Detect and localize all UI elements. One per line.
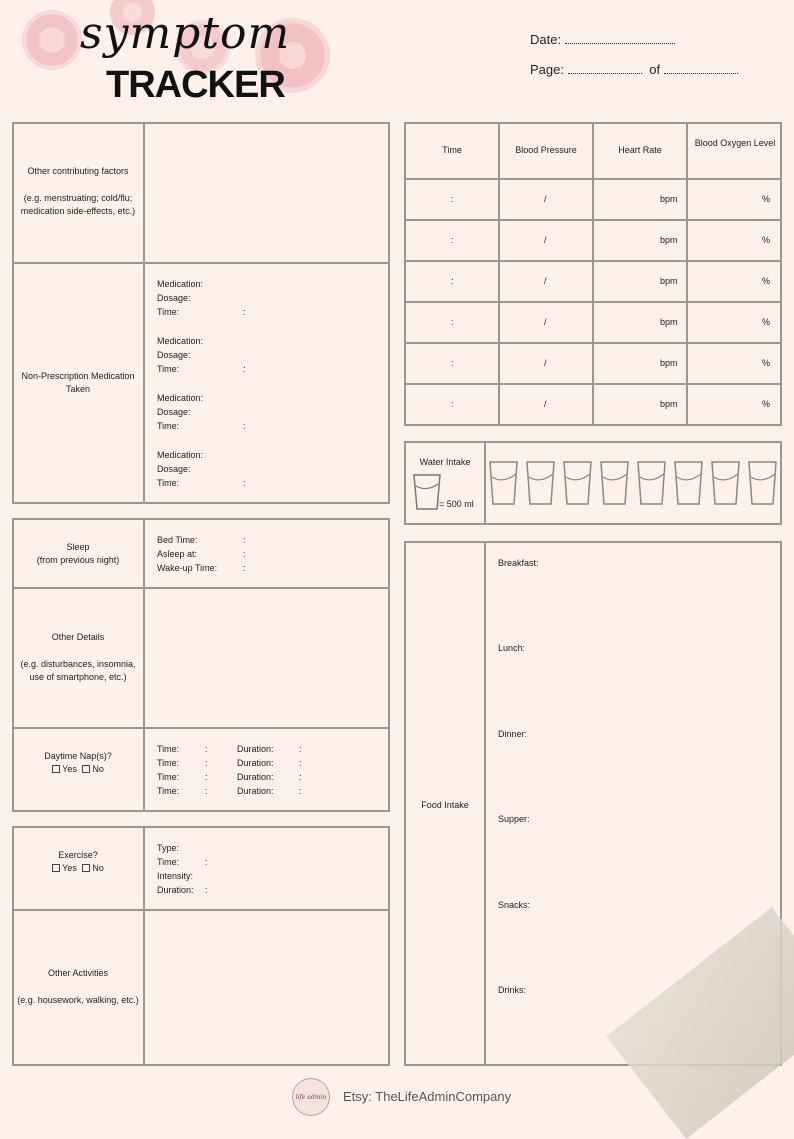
colon: :: [243, 563, 246, 573]
colon: :: [205, 786, 208, 796]
nap-duration-label: Duration:: [237, 758, 274, 768]
medication-field-label: Medication:: [157, 279, 204, 289]
hr-cell: bpm: [660, 317, 678, 327]
bp-cell: /: [544, 235, 547, 245]
divider: [404, 301, 782, 303]
vitals-header-time: Time: [442, 145, 462, 155]
title-script: symptom: [80, 8, 291, 59]
glass-icon[interactable]: [674, 460, 703, 506]
oxygen-cell: %: [762, 194, 771, 204]
other-details-label: [16, 631, 140, 684]
bp-cell: /: [544, 194, 547, 204]
divider: [404, 342, 782, 344]
divider: [143, 826, 145, 1066]
medication-field-label: Medication:: [157, 336, 204, 346]
divider: [12, 727, 390, 729]
time-cell: :: [451, 317, 454, 327]
medication-entry[interactable]: [157, 448, 377, 490]
medication-field-label: Medication:: [157, 450, 204, 460]
exercise-no-checkbox[interactable]: [82, 864, 90, 872]
divider: [143, 518, 145, 812]
nap-time-label: Time:: [157, 758, 180, 768]
colon: :: [243, 535, 246, 545]
dosage-field-label: Dosage:: [157, 407, 191, 417]
footer-logo: [292, 1078, 330, 1116]
naps-title: Daytime Nap(s)?: [44, 751, 112, 761]
footer-etsy: Etsy: TheLifeAdminCompany: [343, 1089, 512, 1104]
colon: :: [243, 307, 246, 317]
colon: :: [299, 786, 302, 796]
water-glasses: [489, 460, 779, 506]
exercise-yes-checkbox[interactable]: [52, 864, 60, 872]
glass-icon[interactable]: [711, 460, 740, 506]
meal-lunch[interactable]: Lunch:: [498, 643, 526, 653]
glass-icon[interactable]: [526, 460, 555, 506]
sleep-fields[interactable]: [157, 533, 377, 575]
divider: [484, 441, 486, 525]
medication-field-label: Medication:: [157, 393, 204, 403]
nap-duration-label: Duration:: [237, 744, 274, 754]
sleep-subtitle: (from previous night): [36, 555, 120, 565]
colon: :: [205, 758, 208, 768]
other-details-hint: (e.g. disturbances, insomnia, use of smartphone, etc.): [20, 659, 136, 682]
time-field-label: Time:: [157, 364, 180, 374]
divider: [404, 383, 782, 385]
factors-input[interactable]: [146, 125, 388, 260]
date-line[interactable]: [565, 33, 675, 44]
divider: [12, 587, 390, 589]
oxygen-cell: %: [762, 276, 771, 286]
exercise-fields[interactable]: [157, 841, 377, 897]
hr-cell: bpm: [660, 358, 678, 368]
divider: [404, 260, 782, 262]
time-cell: :: [451, 276, 454, 286]
time-field-label: Time:: [157, 478, 180, 488]
time-field-label: Time:: [157, 421, 180, 431]
nap-duration-label: Duration:: [237, 772, 274, 782]
bp-cell: /: [544, 358, 547, 368]
oxygen-cell: %: [762, 399, 771, 409]
divider: [404, 219, 782, 221]
glass-icon: [412, 472, 442, 512]
exercise-yes-label: Yes: [62, 863, 77, 873]
vitals-row[interactable]: [406, 235, 780, 249]
bp-cell: /: [544, 399, 547, 409]
vitals-row[interactable]: [406, 399, 780, 413]
colon: :: [205, 885, 208, 895]
vitals-row[interactable]: [406, 317, 780, 331]
naps-no-checkbox[interactable]: [82, 765, 90, 773]
dosage-field-label: Dosage:: [157, 350, 191, 360]
other-activities-label: [16, 967, 140, 1007]
exercise-no-label: No: [92, 863, 104, 873]
medication-entry[interactable]: [157, 334, 377, 376]
page-field[interactable]: [530, 62, 738, 77]
colon: :: [299, 744, 302, 754]
vitals-row[interactable]: [406, 358, 780, 372]
oxygen-cell: %: [762, 235, 771, 245]
page-label: Page:: [530, 62, 564, 77]
water-unit: = 500 ml: [439, 499, 474, 509]
page-line[interactable]: [568, 63, 642, 74]
bp-cell: /: [544, 276, 547, 286]
divider: [592, 122, 594, 426]
nap-time-label: Time:: [157, 744, 180, 754]
colon: :: [243, 364, 246, 374]
water-intake-label: Water Intake: [419, 457, 471, 467]
exercise-duration-label: Duration:: [157, 885, 194, 895]
meal-breakfast[interactable]: Breakfast:: [498, 558, 539, 568]
glass-icon[interactable]: [489, 460, 518, 506]
hr-cell: bpm: [660, 399, 678, 409]
colon: :: [299, 772, 302, 782]
exercise-type-label: Type:: [157, 843, 180, 853]
sleep-label: [16, 541, 140, 567]
other-activities-hint: (e.g. housework, walking, etc.): [17, 995, 139, 1005]
colon: :: [243, 549, 246, 559]
divider: [143, 122, 145, 504]
bp-cell: /: [544, 317, 547, 327]
time-field-label: Time:: [157, 307, 180, 317]
factors-hint: (e.g. menstruating; cold/flu; medication side-effects, etc.): [20, 193, 136, 216]
colon: :: [299, 758, 302, 768]
glass-icon[interactable]: [637, 460, 666, 506]
oxygen-cell: %: [762, 317, 771, 327]
nap-duration-label: Duration:: [237, 786, 274, 796]
medication-entry[interactable]: [157, 391, 377, 433]
glass-icon[interactable]: [600, 460, 629, 506]
colon: :: [205, 772, 208, 782]
naps-fields[interactable]: [157, 742, 377, 798]
divider: [404, 178, 782, 180]
divider: [484, 541, 486, 1066]
time-cell: :: [451, 235, 454, 245]
divider: [686, 122, 688, 426]
colon: :: [205, 857, 208, 867]
oxygen-cell: %: [762, 358, 771, 368]
date-field[interactable]: [530, 32, 675, 47]
exercise-intensity-label: Intensity:: [157, 871, 194, 881]
of-label: of: [649, 62, 661, 77]
medication-label: Non-Prescription Medication Taken: [21, 371, 135, 394]
vitals-row[interactable]: [406, 276, 780, 290]
vitals-header-oxygen: Blood Oxygen Level: [694, 138, 776, 148]
vitals-header-hr: Heart Rate: [618, 145, 662, 155]
medication-entry[interactable]: [157, 277, 377, 319]
nap-time-label: Time:: [157, 772, 180, 782]
logo-text: life admin: [295, 1093, 327, 1101]
colon: :: [243, 421, 246, 431]
food-intake-label: Food Intake: [421, 800, 469, 810]
colon: :: [205, 744, 208, 754]
date-label: Date:: [530, 32, 562, 47]
bed-time-label: Bed Time:: [157, 535, 198, 545]
other-activities-input[interactable]: [146, 912, 388, 1064]
glass-icon[interactable]: [748, 460, 777, 506]
divider: [12, 262, 390, 264]
glass-icon[interactable]: [563, 460, 592, 506]
meal-supper[interactable]: Supper:: [498, 814, 530, 824]
hr-cell: bpm: [660, 276, 678, 286]
hr-cell: bpm: [660, 194, 678, 204]
factors-title: Other contributing factors: [27, 166, 129, 176]
colon: :: [243, 478, 246, 488]
title-block: TRACKER: [106, 64, 285, 106]
wake-up-label: Wake-up Time:: [157, 563, 218, 573]
time-cell: :: [451, 358, 454, 368]
nap-time-label: Time:: [157, 786, 180, 796]
naps-yes-checkbox[interactable]: [52, 765, 60, 773]
hr-cell: bpm: [660, 235, 678, 245]
time-cell: :: [451, 399, 454, 409]
exercise-label: [16, 849, 140, 875]
dosage-field-label: Dosage:: [157, 464, 191, 474]
naps-no-label: No: [92, 764, 104, 774]
naps-label: [16, 750, 140, 776]
asleep-at-label: Asleep at:: [157, 549, 198, 559]
other-details-title: Other Details: [51, 632, 105, 642]
divider: [498, 122, 500, 426]
dosage-field-label: Dosage:: [157, 293, 191, 303]
vitals-row[interactable]: [406, 194, 780, 208]
sleep-title: Sleep: [66, 542, 90, 552]
exercise-time-label: Time:: [157, 857, 180, 867]
factors-label: [16, 165, 140, 218]
meal-snacks[interactable]: Snacks:: [498, 900, 531, 910]
vitals-header-bp: Blood Pressure: [515, 145, 577, 155]
time-cell: :: [451, 194, 454, 204]
exercise-title: Exercise?: [58, 850, 98, 860]
virus-icon: [22, 10, 82, 70]
other-details-input[interactable]: [146, 590, 388, 726]
naps-yes-label: Yes: [62, 764, 77, 774]
meal-dinner[interactable]: Dinner:: [498, 729, 528, 739]
divider: [12, 909, 390, 911]
other-activities-title: Other Activities: [47, 968, 109, 978]
meal-drinks[interactable]: Drinks:: [498, 985, 527, 995]
page-total-line[interactable]: [664, 63, 738, 74]
